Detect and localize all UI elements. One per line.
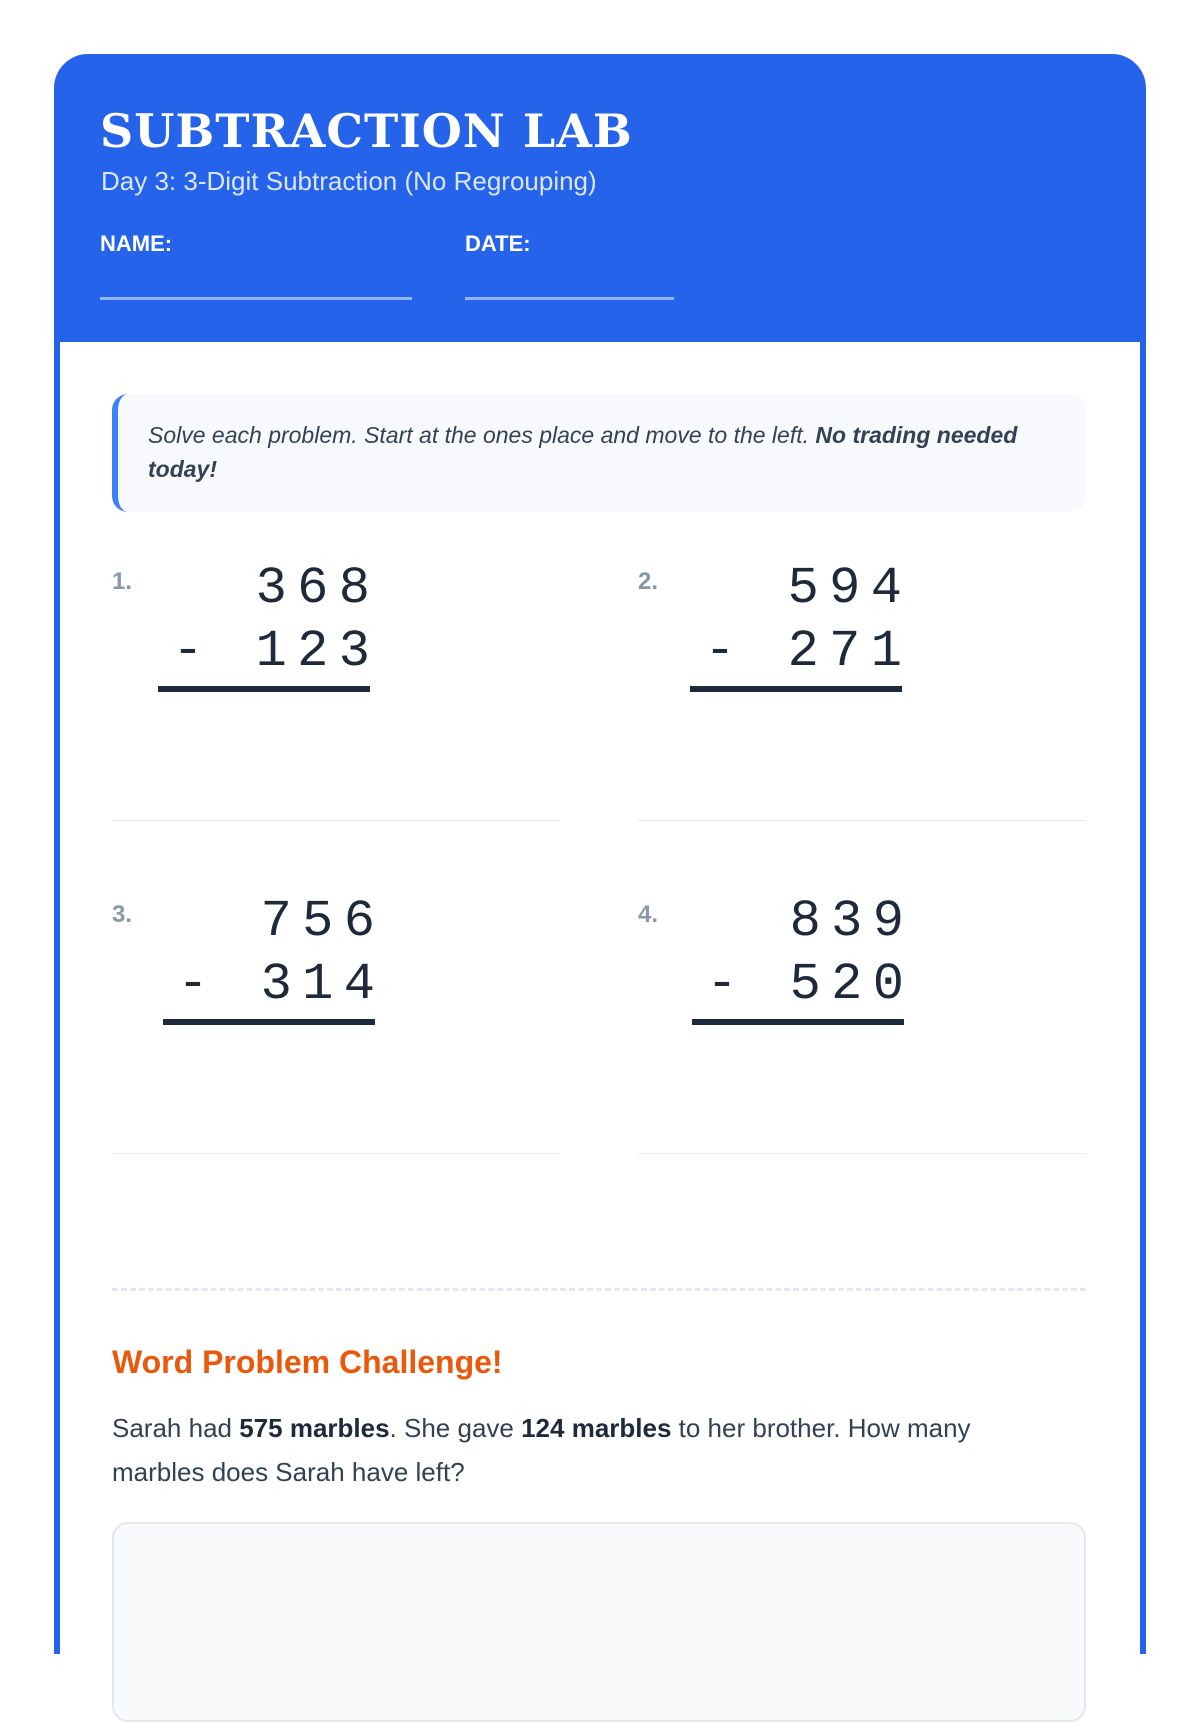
problem-1 bbox=[112, 530, 560, 821]
instructions-emphasis: No trading needed today! bbox=[148, 422, 1018, 482]
problem-number: 4. bbox=[638, 901, 659, 928]
problem-2 bbox=[638, 530, 1086, 821]
problem-math bbox=[690, 557, 913, 692]
worksheet-content bbox=[60, 342, 1140, 1654]
section-divider bbox=[112, 1288, 1086, 1291]
problem-minuend: 368 bbox=[255, 559, 381, 618]
problem-4 bbox=[638, 863, 1086, 1154]
word-problem-part-1: Sarah had bbox=[112, 1413, 240, 1443]
answer-line bbox=[692, 1019, 904, 1025]
worksheet-subtitle: Day 3: 3-Digit Subtraction (No Regrouping) bbox=[101, 166, 597, 196]
problem-subtrahend: - 271 bbox=[704, 622, 913, 681]
problem-subtrahend: - 520 bbox=[706, 955, 915, 1014]
word-problem-bold-2: 124 marbles bbox=[521, 1413, 672, 1443]
name-label: NAME: bbox=[100, 231, 173, 256]
problem-math bbox=[158, 557, 381, 692]
word-problem-bold-1: 575 marbles bbox=[239, 1413, 390, 1443]
word-problem-part-3: to her brother. How many marbles does Sarah have left? bbox=[112, 1413, 971, 1487]
instructions-text: Solve each problem. Start at the ones place and move to the left. bbox=[148, 422, 810, 448]
problem-number: 2. bbox=[638, 568, 659, 595]
problem-math bbox=[692, 890, 915, 1025]
problem-3 bbox=[112, 863, 560, 1154]
worksheet-title: SUBTRACTION LAB bbox=[100, 104, 633, 158]
word-problem-title: Word Problem Challenge! bbox=[112, 1344, 503, 1380]
problem-minuend: 594 bbox=[787, 559, 913, 618]
answer-line bbox=[690, 686, 902, 692]
answer-line bbox=[163, 1019, 375, 1025]
date-label: DATE: bbox=[465, 231, 531, 256]
problem-subtrahend: - 314 bbox=[177, 955, 386, 1014]
worksheet-page bbox=[54, 54, 1146, 1654]
problem-subtrahend: - 123 bbox=[172, 622, 381, 681]
problem-number: 3. bbox=[112, 901, 133, 928]
word-problem-answer-box[interactable] bbox=[112, 1522, 1086, 1722]
answer-line bbox=[158, 686, 370, 692]
name-field-line[interactable] bbox=[100, 297, 412, 300]
word-problem-part-2: . She gave bbox=[389, 1413, 522, 1443]
date-field-line[interactable] bbox=[465, 297, 674, 300]
word-problem-text bbox=[112, 1406, 1062, 1494]
problem-math bbox=[163, 890, 386, 1025]
problem-number: 1. bbox=[112, 568, 133, 595]
problem-minuend: 756 bbox=[260, 892, 386, 951]
problem-minuend: 839 bbox=[789, 892, 915, 951]
worksheet-header bbox=[54, 54, 1146, 342]
instructions-box bbox=[112, 394, 1086, 512]
